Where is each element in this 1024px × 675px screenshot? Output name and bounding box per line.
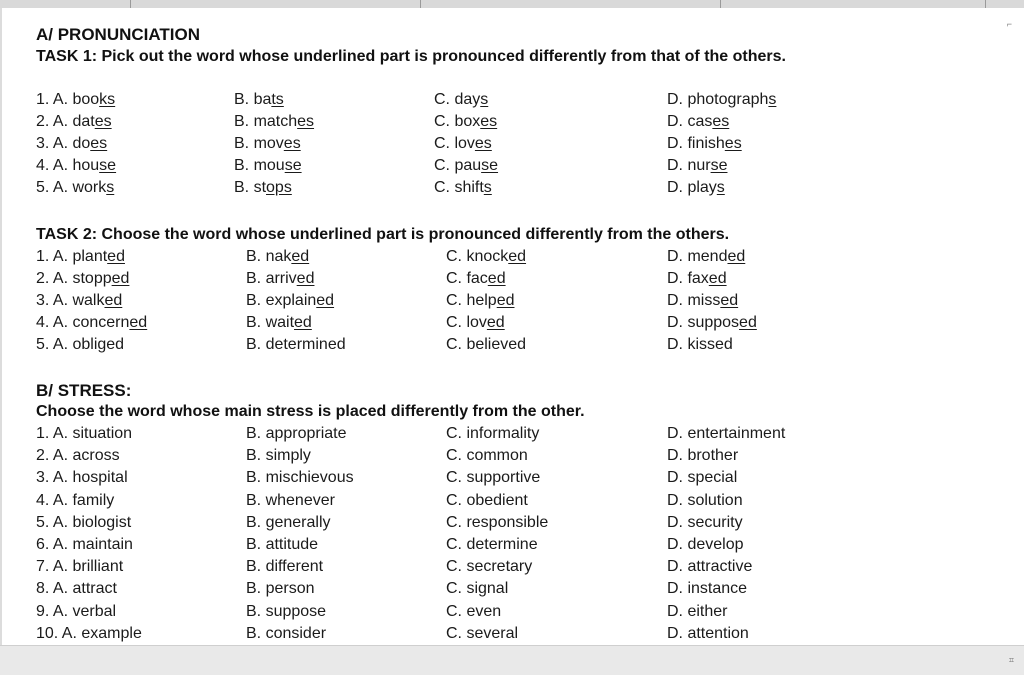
stress-option: 5. A. biologist bbox=[36, 513, 132, 531]
option-text: C. lov bbox=[434, 135, 475, 152]
option-text: 4. A. concern bbox=[36, 314, 130, 331]
task1-option bbox=[36, 91, 115, 109]
top-bar bbox=[0, 0, 1024, 8]
stress-row bbox=[0, 558, 960, 580]
underlined-part: s bbox=[716, 179, 725, 196]
task2-row bbox=[0, 292, 960, 314]
resize-icon: ⌗ bbox=[1008, 655, 1014, 665]
stress-option: 6. A. maintain bbox=[36, 536, 133, 553]
task1-option bbox=[667, 135, 742, 153]
stress-row bbox=[0, 447, 960, 469]
stress-option: D. special bbox=[667, 469, 738, 487]
stress-option: B. person bbox=[246, 580, 315, 598]
stress-option: 3. A. hospital bbox=[36, 469, 128, 487]
underlined-part: ed bbox=[739, 314, 757, 331]
stress-row bbox=[0, 492, 960, 514]
underlined-part: es bbox=[283, 135, 301, 152]
option-text: 4. A. hou bbox=[36, 157, 100, 174]
option-text: C. box bbox=[434, 113, 481, 130]
stress-option: B. mischievous bbox=[246, 469, 354, 487]
option-text: 1. A. boo bbox=[36, 91, 100, 108]
task1-option bbox=[434, 113, 497, 131]
ruler-tick bbox=[720, 0, 721, 8]
stress-option: B. generally bbox=[246, 513, 331, 531]
underlined-part: ed bbox=[508, 248, 527, 265]
option-text: B. mov bbox=[234, 135, 284, 152]
stress-option: C. responsible bbox=[446, 513, 549, 531]
stress-option: D. solution bbox=[667, 491, 743, 509]
option-text: 3. A. do bbox=[36, 135, 91, 152]
task1-row bbox=[0, 91, 960, 113]
stress-option: 1. A. situation bbox=[36, 425, 133, 442]
task1-option bbox=[667, 113, 729, 131]
underlined-part: es bbox=[94, 113, 112, 130]
stress-option: C. common bbox=[446, 447, 528, 465]
stress-option: D. either bbox=[667, 602, 728, 620]
task1-row bbox=[0, 179, 960, 201]
option-text: D. mend bbox=[667, 248, 728, 265]
stress-row bbox=[0, 580, 960, 602]
underlined-part: ed bbox=[727, 248, 746, 265]
option-text: C. shift bbox=[434, 179, 484, 196]
section-b-title: B/ STRESS: bbox=[36, 381, 132, 400]
task2-row bbox=[0, 270, 960, 292]
option-text: D. play bbox=[667, 179, 717, 196]
underlined-part: ed bbox=[294, 314, 312, 331]
option-text: 1. A. plant bbox=[36, 248, 108, 265]
stress-option: B. suppose bbox=[246, 602, 327, 620]
task1-option bbox=[36, 113, 112, 131]
task2-option bbox=[246, 248, 309, 266]
option-text: D. finish bbox=[667, 135, 725, 152]
option-text: B. mou bbox=[234, 157, 285, 174]
option-text: B. st bbox=[234, 179, 267, 196]
underlined-part: se bbox=[710, 157, 728, 174]
stress-option: 8. A. attract bbox=[36, 580, 117, 598]
section-a-title: A/ PRONUNCIATION bbox=[36, 25, 201, 44]
stress-row bbox=[0, 425, 960, 447]
option-text: C. fac bbox=[446, 270, 488, 287]
option-text: D. nur bbox=[667, 157, 711, 174]
option-text: 5. A. work bbox=[36, 179, 107, 196]
option-text: C. pau bbox=[434, 157, 482, 174]
stress-option: D. instance bbox=[667, 580, 748, 598]
underlined-part: ed bbox=[107, 248, 125, 265]
stress-option: C. even bbox=[446, 602, 502, 620]
task1-option bbox=[234, 91, 284, 109]
task2-option bbox=[246, 292, 334, 310]
underlined-part: se bbox=[481, 157, 499, 174]
underlined-part: ed bbox=[316, 292, 335, 309]
task2-option bbox=[667, 314, 757, 332]
underlined-part: s bbox=[483, 179, 492, 196]
option-text: B. determined bbox=[246, 336, 346, 353]
underlined-part: s bbox=[768, 91, 777, 108]
task1-option bbox=[234, 113, 314, 131]
task2-option bbox=[667, 248, 745, 266]
underlined-part: ed bbox=[496, 292, 515, 309]
task1-option bbox=[36, 135, 107, 153]
stress-row bbox=[0, 514, 960, 536]
underlined-part: ed bbox=[291, 248, 310, 265]
option-text: D. suppos bbox=[667, 314, 740, 331]
task1-option bbox=[434, 157, 498, 175]
corner-icon: ⌐ bbox=[1006, 19, 1012, 29]
option-text: B. wait bbox=[246, 314, 295, 331]
ruler-tick bbox=[130, 0, 131, 8]
stress-option: D. attractive bbox=[667, 558, 753, 576]
stress-option: D. entertainment bbox=[667, 425, 786, 442]
option-text: D. miss bbox=[667, 292, 721, 309]
option-text: C. lov bbox=[446, 314, 487, 331]
task2-option bbox=[446, 314, 505, 332]
ruler-tick bbox=[420, 0, 421, 8]
stress-option: C. several bbox=[446, 624, 519, 642]
task2-option bbox=[246, 270, 314, 288]
stress-title: Choose the word whose main stress is placed differently from the other. bbox=[36, 403, 585, 420]
stress-option: 2. A. across bbox=[36, 447, 120, 465]
underlined-part: es bbox=[474, 135, 492, 152]
stress-row bbox=[0, 469, 960, 491]
option-text: C. day bbox=[434, 91, 481, 108]
underlined-part: s bbox=[106, 179, 115, 196]
task1-option bbox=[434, 91, 488, 109]
option-text: B. ba bbox=[234, 91, 272, 108]
underlined-part: ed bbox=[720, 292, 739, 309]
stress-option: C. determine bbox=[446, 536, 538, 553]
option-text: C. knock bbox=[446, 248, 509, 265]
task2-option bbox=[36, 336, 124, 354]
stress-option: D. develop bbox=[667, 536, 744, 553]
bottom-bar bbox=[0, 645, 1024, 675]
task2-row bbox=[0, 336, 960, 358]
stress-option: D. security bbox=[667, 513, 743, 531]
stress-option: C. signal bbox=[446, 580, 509, 598]
stress-option: B. whenever bbox=[246, 491, 335, 509]
task2-row bbox=[0, 314, 960, 336]
option-text: B. explain bbox=[246, 292, 317, 309]
underlined-part: ed bbox=[487, 270, 506, 287]
task2-option bbox=[446, 292, 515, 310]
task2-option bbox=[36, 270, 129, 288]
underlined-part: ks bbox=[99, 91, 116, 108]
stress-option: C. obedient bbox=[446, 491, 528, 509]
underlined-part: es bbox=[480, 113, 498, 130]
stress-option: C. secretary bbox=[446, 558, 533, 576]
task1-row bbox=[0, 157, 960, 179]
underlined-part: ed bbox=[708, 270, 727, 287]
task1-option bbox=[667, 91, 776, 109]
option-text: D. kissed bbox=[667, 336, 733, 353]
option-text: D. cas bbox=[667, 113, 713, 130]
option-text: 3. A. walk bbox=[36, 292, 105, 309]
stress-option: C. informality bbox=[446, 425, 540, 442]
stress-option: D. brother bbox=[667, 447, 739, 465]
task2-option bbox=[36, 292, 122, 310]
task2-option bbox=[446, 270, 506, 288]
task1-option bbox=[667, 179, 725, 197]
stress-option: 4. A. family bbox=[36, 491, 115, 509]
task2-option bbox=[667, 336, 733, 354]
underlined-part: ops bbox=[266, 179, 292, 196]
task2-option bbox=[36, 314, 147, 332]
option-text: B. arriv bbox=[246, 270, 297, 287]
task1-option bbox=[36, 179, 114, 197]
task1-option bbox=[667, 157, 727, 175]
option-text: D. photograph bbox=[667, 91, 769, 108]
task1-option bbox=[36, 157, 116, 175]
task1-option bbox=[234, 179, 292, 197]
option-text: 2. A. dat bbox=[36, 113, 95, 130]
stress-option: B. appropriate bbox=[246, 425, 347, 442]
task2-option bbox=[246, 336, 346, 354]
underlined-part: s bbox=[480, 91, 489, 108]
task2-title: TASK 2: Choose the word whose underlined part is pronounced differently from the others. bbox=[36, 226, 730, 243]
stress-option: B. simply bbox=[246, 447, 311, 465]
stress-option: D. attention bbox=[667, 624, 749, 642]
underlined-part: ed bbox=[111, 270, 130, 287]
option-text: D. fax bbox=[667, 270, 709, 287]
task1-row bbox=[0, 113, 960, 135]
task2-option bbox=[446, 248, 526, 266]
task2-row bbox=[0, 248, 960, 270]
underlined-part: ed bbox=[486, 314, 505, 331]
option-text: B. nak bbox=[246, 248, 292, 265]
stress-option: B. attitude bbox=[246, 536, 319, 553]
task2-option bbox=[667, 270, 727, 288]
stress-option: 10. A. example bbox=[36, 624, 142, 642]
stress-row bbox=[0, 603, 960, 625]
task1-option bbox=[234, 135, 301, 153]
stress-option: 9. A. verbal bbox=[36, 602, 117, 620]
stress-option: B. different bbox=[246, 558, 324, 576]
underlined-part: ed bbox=[129, 314, 148, 331]
option-text: C. believed bbox=[446, 336, 527, 353]
underlined-part: es bbox=[297, 113, 315, 130]
task1-title: TASK 1: Pick out the word whose underlined part is pronounced differently from that of the others. bbox=[36, 48, 786, 65]
task2-option bbox=[246, 314, 312, 332]
underlined-part: ts bbox=[271, 91, 284, 108]
underlined-part: es bbox=[90, 135, 108, 152]
stress-option: B. consider bbox=[246, 624, 327, 642]
task2-option bbox=[667, 292, 738, 310]
task2-option bbox=[36, 248, 125, 266]
underlined-part: ed bbox=[296, 270, 315, 287]
stress-row bbox=[0, 625, 960, 647]
underlined-part: ed bbox=[104, 292, 123, 309]
ruler-tick bbox=[985, 0, 986, 8]
underlined-part: es bbox=[712, 113, 730, 130]
task1-row bbox=[0, 135, 960, 157]
stress-row bbox=[0, 536, 960, 558]
option-text: 5. A. obliged bbox=[36, 336, 125, 353]
stress-option: 7. A. brilliant bbox=[36, 558, 124, 576]
option-text: C. help bbox=[446, 292, 497, 309]
task1-option bbox=[234, 157, 302, 175]
task1-option bbox=[434, 135, 492, 153]
stress-option: C. supportive bbox=[446, 469, 541, 487]
option-text: B. match bbox=[234, 113, 298, 130]
task2-option bbox=[446, 336, 526, 354]
underlined-part: es bbox=[724, 135, 742, 152]
option-text: 2. A. stopp bbox=[36, 270, 112, 287]
underlined-part: se bbox=[284, 157, 302, 174]
underlined-part: se bbox=[99, 157, 117, 174]
task1-option bbox=[434, 179, 492, 197]
